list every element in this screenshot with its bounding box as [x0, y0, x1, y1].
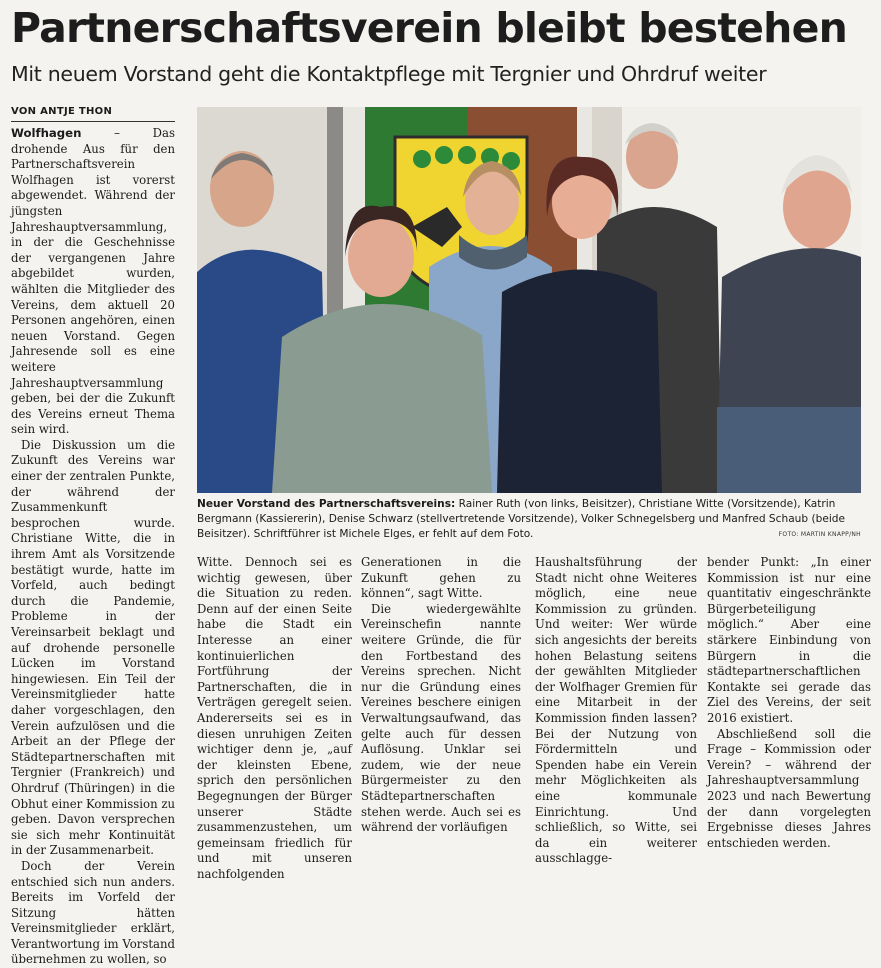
paragraph: Haushaltsführung der Stadt nicht ohne Weiteres möglich, eine neue Kommission zu gründen. Und weiter: Wer würde sich angesichts der bereits hohen Belastung seitens der gewählten Mitglieder der Wolfhager Gremien für eine Mitarbeit in der Kommission finden lassen? Bei der Nutzung von Fördermitteln und Spenden habe ein Verein mehr Möglichkeiten als eine kommunale Einrichtung. Und schließlich, so Witte, sei da ein weiterer ausschlagge-: [535, 555, 697, 866]
photo-caption: [197, 497, 861, 542]
article-column-4: [535, 555, 697, 867]
group-photo-illustration: [197, 107, 861, 493]
article-column-1: [11, 126, 175, 968]
caption-lead: Neuer Vorstand des Partnerschaftsvereins:: [197, 498, 456, 510]
article-column-2: [197, 555, 352, 882]
byline: VON ANTJE THON: [11, 106, 113, 117]
dateline: Wolfhagen: [11, 126, 82, 140]
paragraph: Die Diskussion um die Zukunft des Vereins war einer der zentralen Punkte, der während der Zusammenkunft besprochen wurde. Christiane Witte, die in ihrem Amt als Vorsitzende bestätigt wurde, hatte im Vorfeld, auch bedingt durch die Pandemie, Probleme in der Vereinsarbeit beklagt und auf drohende personelle Lücken im Vorstand hingewiesen. Ein Teil der Vereinsmitglieder hatte daher vorgeschlagen, den Verein aufzulösen und die Arbeit an der Pflege der Städtepartnerschaften mit Tergnier (Frankreich) und Ohrdruf (Thüringen) in die Obhut einer Kommission zu geben. Davon versprechen sie sich mehr Kontinuität in der Zusammenarbeit.: [11, 437, 175, 858]
paragraph: Generationen in die Zukunft gehen zu können“, sagt Witte.: [361, 555, 521, 601]
paragraph: Die wiedergewählte Vereinschefin nannte weitere Gründe, die für den Fortbestand des Vereins sprechen. Nicht nur die Gründung eines Vereines bescherе einigen Verwaltungsaufwand, das gelte auch für dessen Auflösung. Unklar sei zudem, wie der neue Bürgermeister zu den Städtepartnerschaften stehen werde. Auch sei es während der vorläufigen: [361, 601, 521, 835]
article-column-5: [707, 555, 871, 851]
group-photo: [197, 107, 861, 493]
paragraph: Witte. Dennoch sei es wichtig gewesen, über die Situation zu reden. Denn auf der einen Seite habe die Stadt ein Interesse an einer kontinuierlichen Fortführung der Partnerschaften, die in Verträgen geregelt seien. Andererseits sei es in diesen unruhigen Zeiten wichtiger denn je, „auf der kleinsten Ebene, sprich den persönlichen Begegnungen der Bürger unserer Städte zusammenzustehen, um gemeinsam friedlich für und mit unseren nachfolgenden: [197, 555, 352, 881]
paragraph: Wolfhagen – Das drohende Aus für den Partnerschaftsverein Wolfhagen ist vorerst abgewendet. Während der jüngsten Jahreshauptversammlung, in der die Geschehnisse der vergangenen Jahre abgebildet wurden, wählten die Mitglieder des Vereins, dem aktuell 20 Personen angehören, einen neuen Vorstand. Gegen Jahresende soll es eine weitere Jahreshauptversammlung geben, bei der die Zukunft des Vereins erneut Thema sein wird.: [11, 126, 175, 437]
caption-text: Rainer Ruth (von links, Beisitzer), Christiane Witte (Vorsitzende), Katrin Bergmann (Kassiererin), Denise Schwarz (stellvertretende Vorsitzende), Volker Schnegelsberg und Manfred Schaub (beide Beisitzer). Schriftführer ist Michele Elges, er fehlt auf dem Foto.: [197, 498, 846, 540]
paragraph: Doch der Verein entschied sich nun anders. Bereits im Vorfeld der Sitzung hätten Vereinsmitglieder erklärt, Verantwortung im Vorstand übernehmen zu wollen, so: [11, 858, 175, 967]
photo-credit: FOTO: MARTIN KNAPP/NH: [778, 531, 861, 538]
subheadline: Mit neuem Vorstand geht die Kontaktpflege mit Tergnier und Ohrdruf weiter: [11, 62, 767, 86]
byline-rule: [11, 121, 175, 122]
paragraph: Abschließend soll die Frage – Kommission oder Verein? – während der Jahreshauptversammlung 2023 und nach Bewertung der dann vorgelegten Ergebnisse dieses Jahres entschieden werden.: [707, 726, 871, 850]
paragraph: bender Punkt: „In einer Kommission ist nur eine quantitativ eingeschränkte Bürgerbeteiligung möglich.“ Aber eine stärkere Einbindung von Bürgern in die städtepartnerschaftlichen Kontakte sei gerade das Ziel des Vereins, der seit 2016 existiert.: [707, 555, 871, 725]
headline: Partnerschaftsverein bleibt bestehen: [11, 4, 847, 52]
